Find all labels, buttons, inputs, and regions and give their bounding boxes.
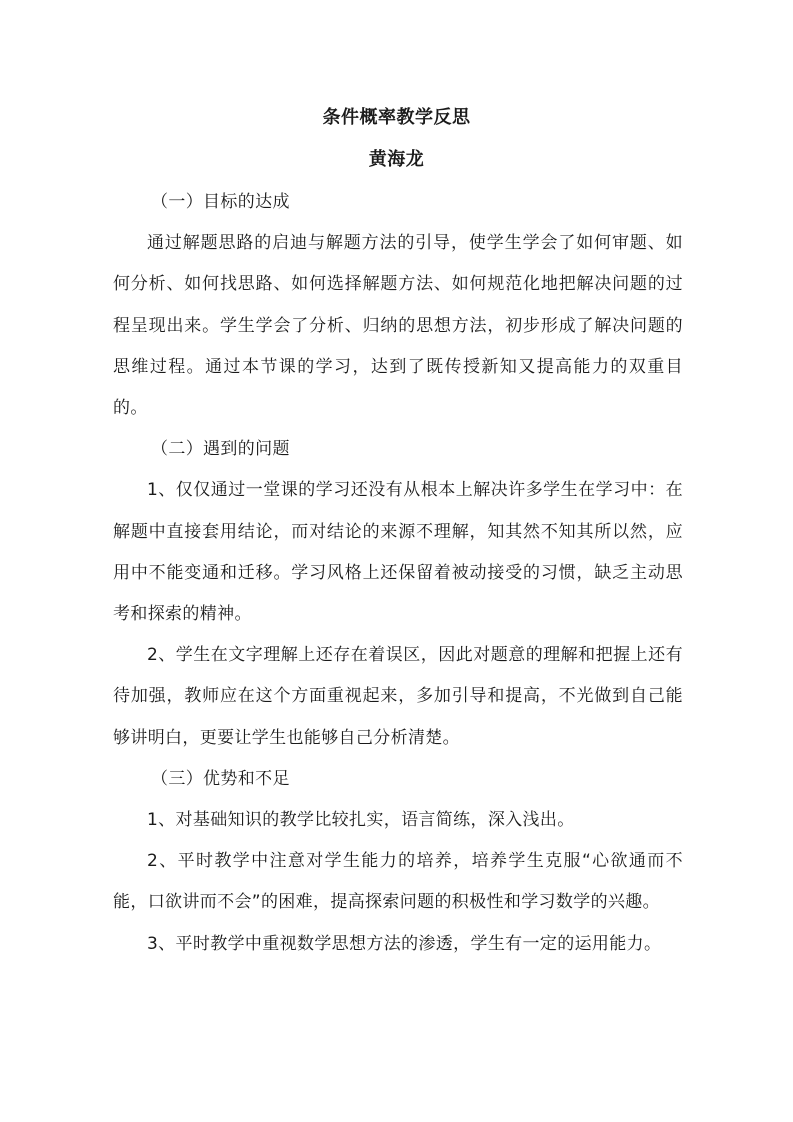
paragraph: 1、仅仅通过一堂课的学习还没有从根本上解决许多学生在学习中：在解题中直接套用结论，而对结论的来源不理解，知其然不知其所以然，应用中不能变通和迁移。学习风格上还保留着被动接受的习惯，缺乏主动思考和探索的精神。 xyxy=(113,480,683,625)
paragraph: 2、平时教学中注意对学生能力的培养，培养学生克服“心欲通而不能，口欲讲而不会”的困难，提高探索问题的积极性和学习数学的兴趣。 xyxy=(113,851,683,913)
section-heading: （一）目标的达成 xyxy=(151,192,290,212)
paragraph: 1、对基础知识的教学比较扎实，语言简练，深入浅出。 xyxy=(147,810,575,831)
paragraph: 通过解题思路的启迪与解题方法的引导，使学生学会了如何审题、如何分析、如何找思路、如何选择解题方法、如何规范化地把解决问题的过程呈现出来。学生学会了分析、归纳的思想方法，初步形成了解决问题的思维过程。通过本节课的学习，达到了既传授新知又提高能力的双重目的。 xyxy=(113,233,683,419)
document-body xyxy=(113,182,683,965)
section-heading: （二）遇到的问题 xyxy=(151,439,290,460)
document-title: 条件概率教学反思 xyxy=(322,107,471,128)
paragraph: 3、平时教学中重视数学思想方法的渗透，学生有一定的运用能力。 xyxy=(147,933,662,954)
document-author: 黄海龙 xyxy=(368,149,425,170)
paragraph: 2、学生在文字理解上还存在着误区，因此对题意的理解和把握上还有待加强，教师应在这个方面重视起来，多加引导和提高，不光做到自己能够讲明白，更要让学生也能够自己分析清楚。 xyxy=(113,645,683,748)
section-heading: （三）优势和不足 xyxy=(151,768,290,789)
